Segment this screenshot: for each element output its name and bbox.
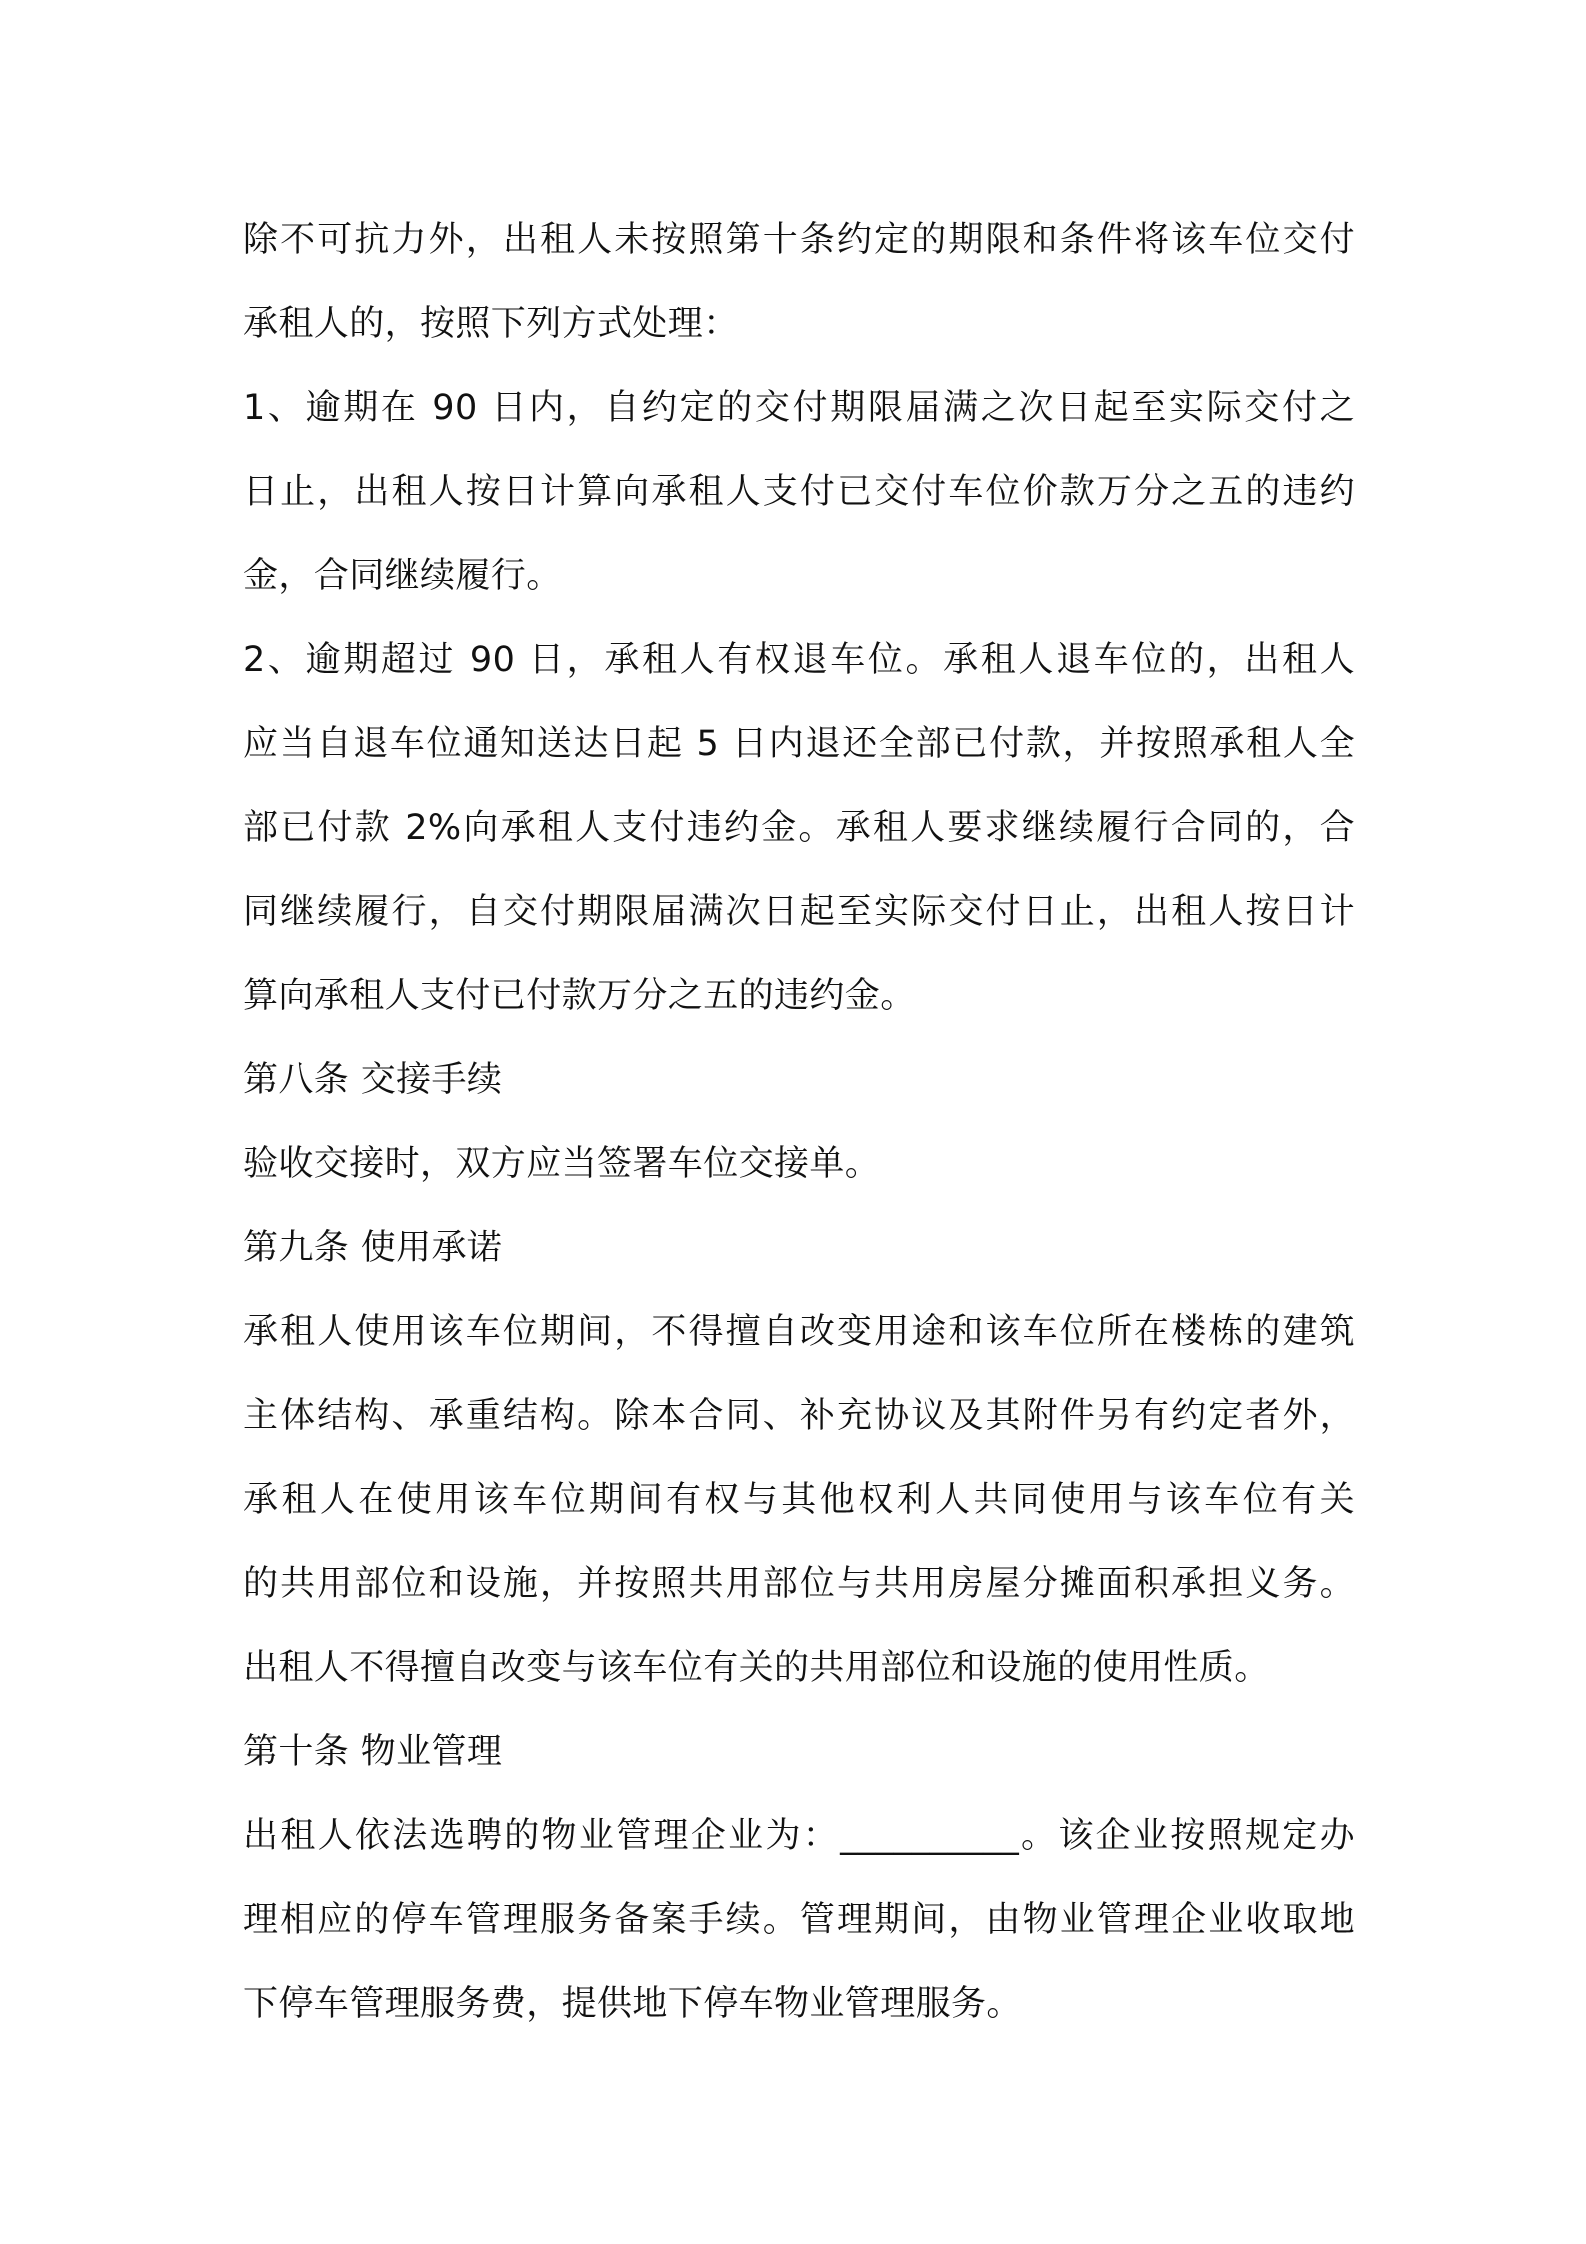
- text-line: 金，合同继续履行。: [243, 556, 562, 596]
- text-line: 承租人使用该车位期间，不得擅自改变用途和该车位所在楼栋的建筑: [243, 1312, 1355, 1352]
- text-line: 承租人在使用该车位期间有权与其他权利人共同使用与该车位有关: [243, 1480, 1355, 1520]
- text-line: 部已付款 2%向承租人支付违约金。承租人要求继续履行合同的，合: [243, 808, 1355, 848]
- text-line: 承租人的，按照下列方式处理：: [243, 304, 739, 344]
- text-line: 日止，出租人按日计算向承租人支付已交付车位价款万分之五的违约: [243, 472, 1355, 512]
- text-line: 下停车管理服务费，提供地下停车物业管理服务。: [243, 1984, 1022, 2024]
- text-line: 同继续履行，自交付期限届满次日起至实际交付日止，出租人按日计: [243, 892, 1355, 932]
- text-line: 除不可抗力外，出租人未按照第十条约定的期限和条件将该车位交付: [243, 220, 1355, 260]
- article-heading: 第八条 交接手续: [243, 1060, 503, 1100]
- document-body: [243, 198, 1355, 2046]
- text-line: 出租人依法选聘的物业管理企业为：__________。该企业按照规定办: [243, 1816, 1355, 1856]
- text-line: 验收交接时，双方应当签署车位交接单。: [243, 1144, 881, 1184]
- text-line: 算向承租人支付已付款万分之五的违约金。: [243, 976, 916, 1016]
- text-line: 应当自退车位通知送达日起 5 日内退还全部已付款，并按照承租人全: [243, 724, 1355, 764]
- text-line: 理相应的停车管理服务备案手续。管理期间，由物业管理企业收取地: [243, 1900, 1355, 1940]
- text-line: 主体结构、承重结构。除本合同、补充协议及其附件另有约定者外，: [243, 1396, 1355, 1436]
- article-heading: 第十条 物业管理: [243, 1732, 503, 1772]
- text-line: 出租人不得擅自改变与该车位有关的共用部位和设施的使用性质。: [243, 1648, 1270, 1688]
- article-heading: 第九条 使用承诺: [243, 1228, 503, 1268]
- text-line: 2、逾期超过 90 日，承租人有权退车位。承租人退车位的，出租人: [243, 640, 1355, 680]
- text-line: 的共用部位和设施，并按照共用部位与共用房屋分摊面积承担义务。: [243, 1564, 1355, 1604]
- text-line: 1、逾期在 90 日内，自约定的交付期限届满之次日起至实际交付之: [243, 388, 1355, 428]
